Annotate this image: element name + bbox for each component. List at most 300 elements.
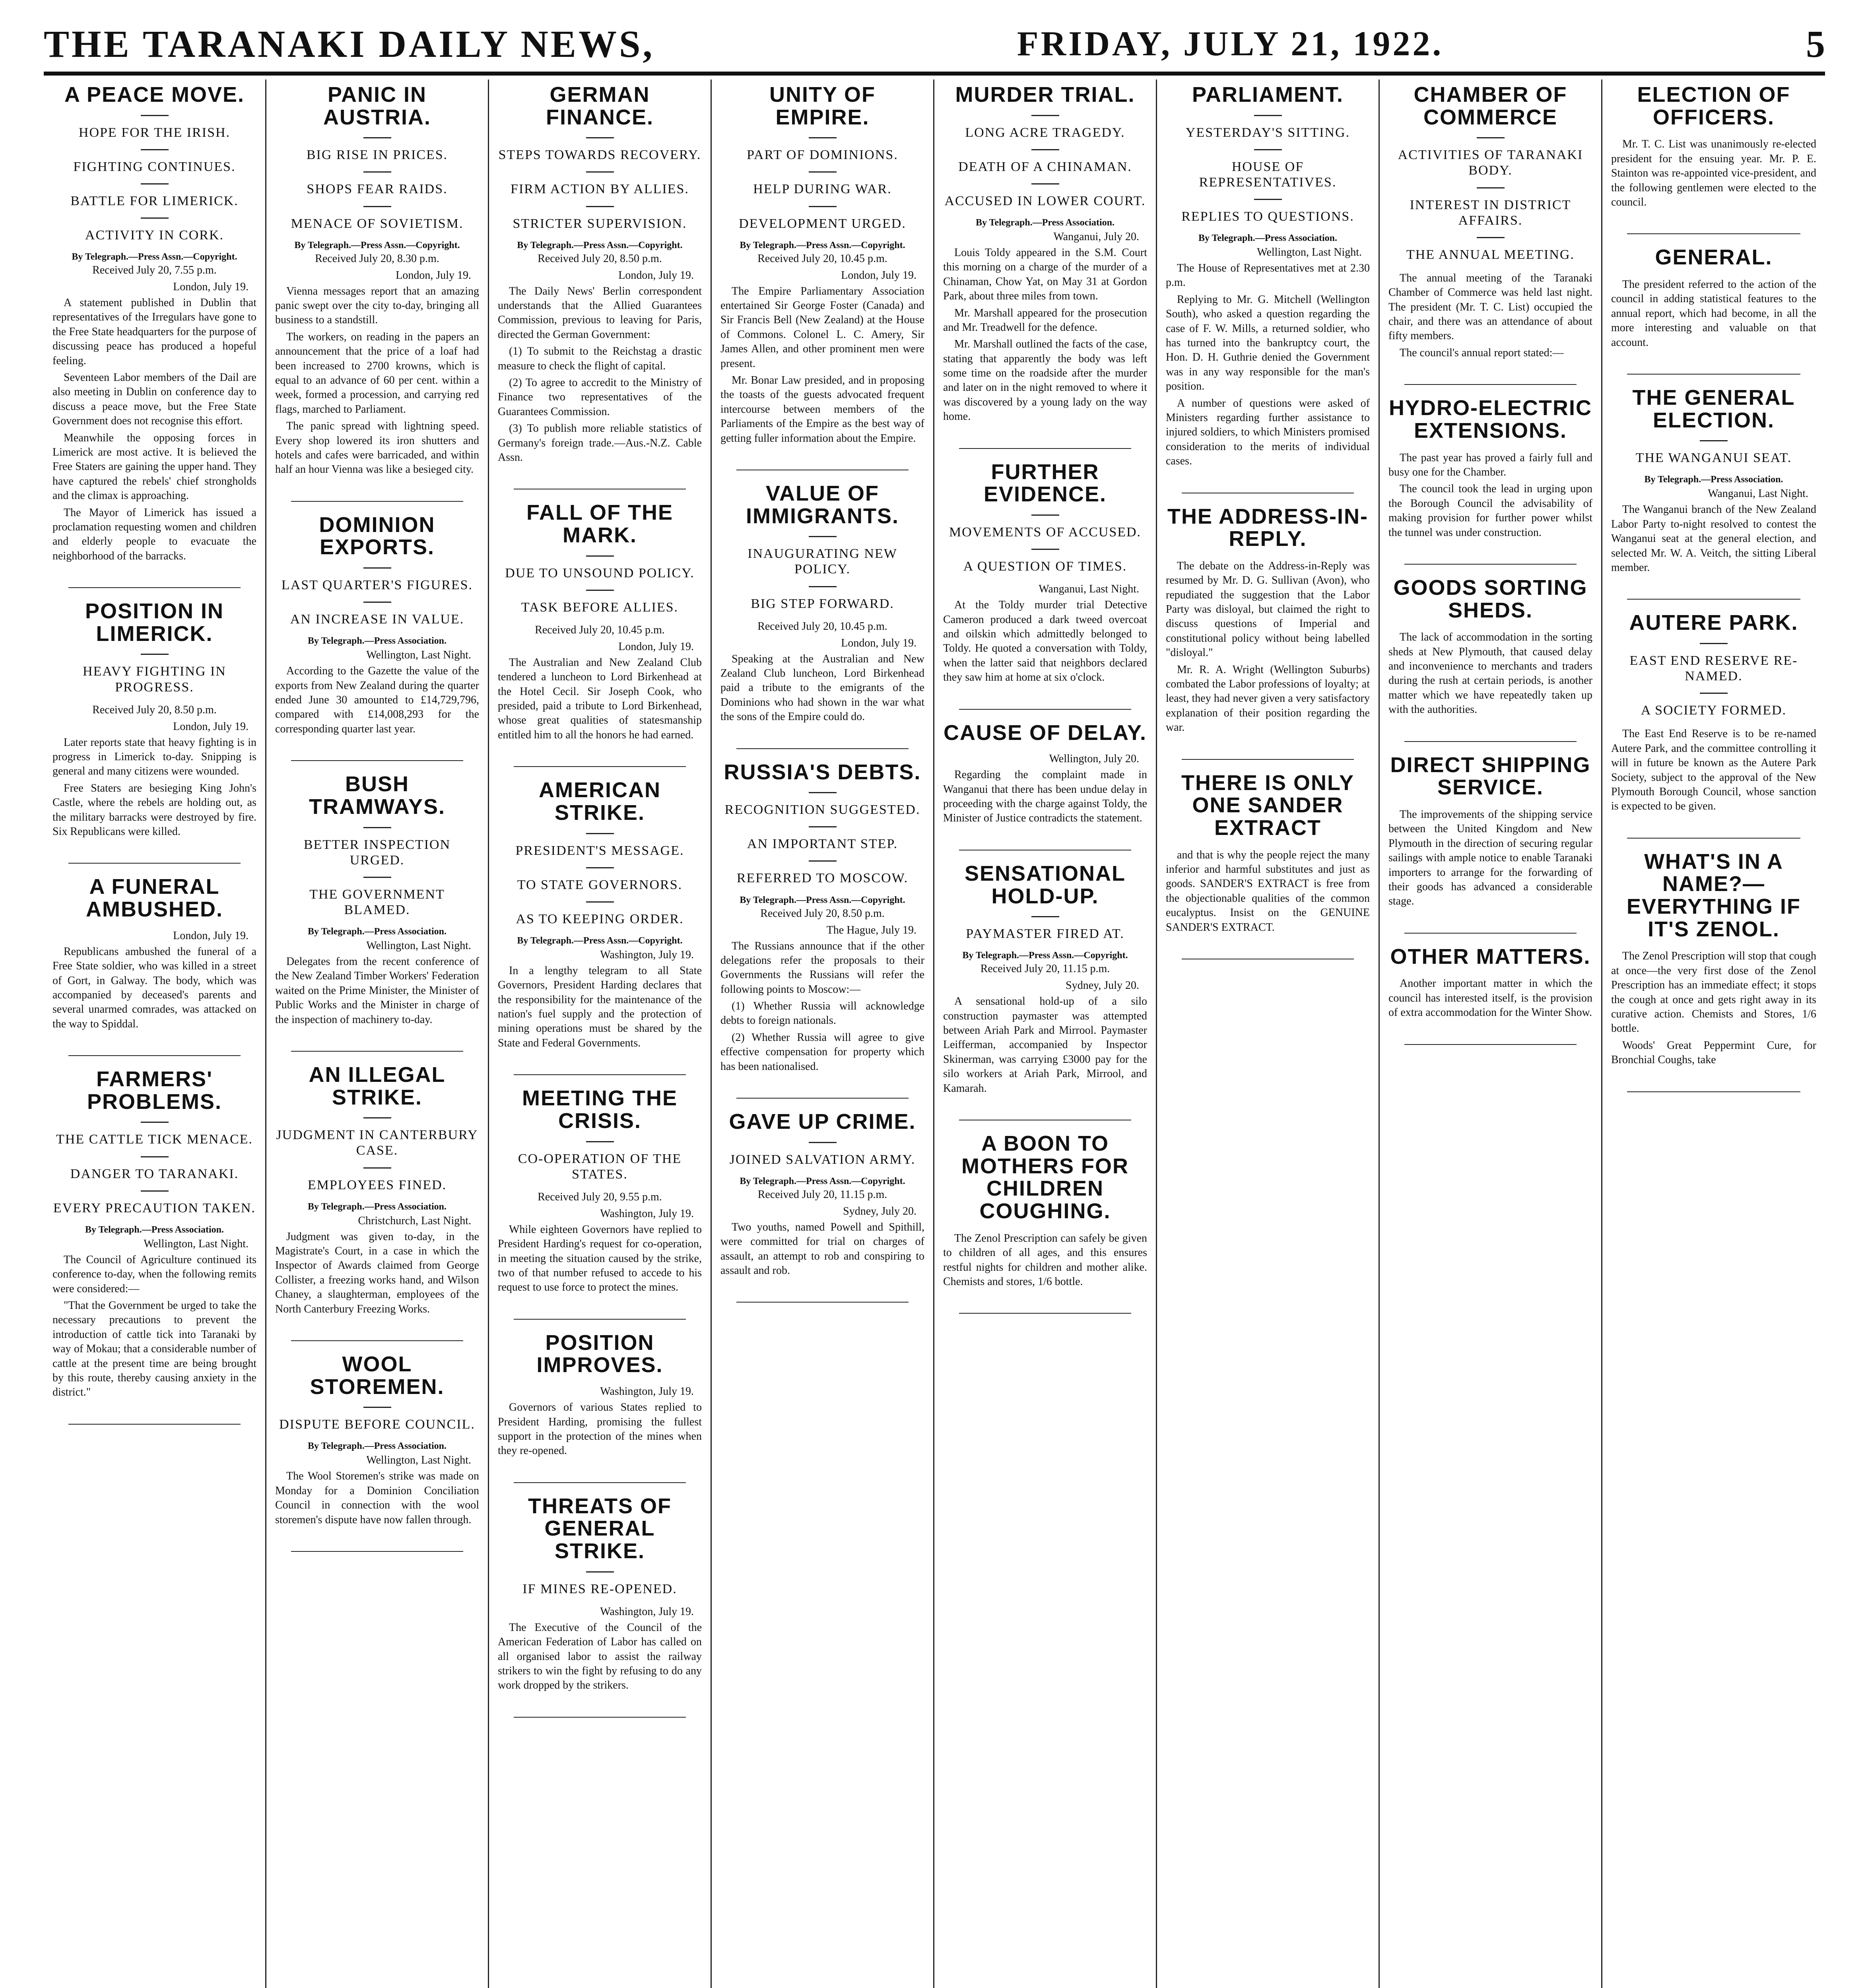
article [52,876,256,1031]
article-headline: POSITION IN LIMERICK. [85,599,224,646]
article-paragraph: The council took the lead in urging upon the Borough Council the advisability of making provision for further power whilst the tunnel was under construction. [1388,483,1592,539]
article-subheadline: FIGHTING CONTINUES. [73,159,236,174]
article-dateline: Wanganui, July 20. [1053,230,1139,243]
article-subheadline: DISPUTE BEFORE COUNCIL. [279,1417,475,1432]
article-paragraph: (2) To agree to accredit to the Ministry of Finance two representatives of the Guarantees Commission. [498,377,702,418]
article-byline: By Telegraph.—Press Assn.—Copyright. [740,895,905,905]
article-headline: CAUSE OF DELAY. [943,720,1147,745]
article-headline: PARLIAMENT. [1192,83,1344,107]
article-paragraph: The Mayor of Limerick has issued a proclamation requesting women and children and elderly people to evacuate the neighborhood of the barracks. [52,506,256,562]
divider-rule [1031,115,1059,116]
article-dateline: Wanganui, Last Night. [1708,487,1808,500]
article-paragraph: The lack of accommodation in the sorting sheds at New Plymouth, that caused delay and inconvenience to merchants and traders during the rush at certain periods, is another matter which we have repeatedly taken up with the authorities. [1388,631,1592,716]
article-separator [1627,599,1800,600]
article-subheadline: DEATH OF A CHINAMAN. [958,159,1132,174]
article-separator [514,1717,686,1718]
article-headline: FURTHER EVIDENCE. [983,460,1107,507]
divider-rule [586,1141,614,1142]
article-separator [68,1055,241,1056]
article [498,1332,702,1458]
divider-rule [1700,693,1728,694]
received-time: Received July 20, 8.30 p.m. [315,252,439,265]
article-subheadline: HEAVY FIGHTING IN PROGRESS. [83,664,226,695]
article-dateline: London, July 19. [173,720,249,733]
divider-rule [809,792,837,793]
article [1611,83,1816,210]
article-paragraph: The improvements of the shipping service between the United Kingdom and New Plymouth in the direction of securing regular sailings with ample notice to enable Taranaki importers to arrange for the forwarding of their goods has advanced a considerable stage. [1388,808,1592,908]
divider-rule [1031,916,1059,917]
divider-rule [1700,643,1728,644]
divider-rule [586,1571,614,1573]
article-headline: A PEACE MOVE. [64,83,245,107]
divider-rule [809,860,837,862]
article-dateline: Wellington, Last Night. [1257,246,1362,259]
article-subheadline: DEVELOPMENT URGED. [739,216,906,231]
article-paragraph: Republicans ambushed the funeral of a Free State soldier, who was killed in a street of Gort, in Galway. The body, which was accompanied by deceased's parents and several unarmed comrades, was attacked on the way to Spiddal. [52,945,256,1030]
article-paragraph: Seventeen Labor members of the Dail are also meeting in Dublin on conference day to discuss a peace move, but the Free State Government does not recognise this effort. [52,371,256,427]
divider-rule [1254,115,1282,116]
article-headline: DOMINION EXPORTS. [319,513,435,559]
article-byline: By Telegraph.—Press Association. [976,217,1115,228]
news-column [44,80,266,1988]
article-headline: CHAMBER OF COMMERCE [1414,83,1567,129]
article-separator [68,1424,241,1425]
article-subheadline: REPLIES TO QUESTIONS. [1181,209,1354,224]
article-paragraph: Replying to Mr. G. Mitchell (Wellington South), who asked a question regarding the case of F. W. Mills, a returned soldier, who has turned into the bankruptcy court, the Hon. D. H. Guthrie denied the Government was in any way responsible for the man's position. [1166,293,1370,393]
divider-rule [809,137,837,138]
article-headline: VALUE OF IMMIGRANTS. [746,481,899,528]
divider-rule [363,1167,391,1169]
article [943,862,1147,1096]
article-subheadline: PART OF DOMINIONS. [747,148,898,163]
article [1611,612,1816,813]
divider-rule [1031,183,1059,184]
article-paragraph: The Zenol Prescription will stop that cough at once—the very first dose of the Zenol Prescription has an immediate effect; it stops the cough at once and gets right away in its curative action. Chemists and Stores, 1/6 bottle. [1611,950,1816,1035]
article-headline: RUSSIA'S DEBTS. [724,760,921,784]
article-paragraph: The Daily News' Berlin correspondent understands that the Allied Guarantees Commission, previous to leaving for Paris, directed the German Government: [498,285,702,341]
article-dateline: The Hague, July 19. [826,924,916,936]
article-headline: A BOON TO MOTHERS FOR CHILDREN COUGHING. [961,1132,1129,1223]
received-time: Received July 20, 10.45 p.m. [757,252,887,265]
divider-rule [809,536,837,537]
article-paragraph: Speaking at the Australian and New Zealand Club luncheon, Lord Birkenhead paid a tribute to the emigrants of the Dominions who had shown in the war what the sons of the Empire could do. [720,652,924,723]
article-separator [291,1051,463,1052]
article-paragraph: Meanwhile the opposing forces in Limerick are most active. It is believed the Free Staters are gaining the upper hand. They have captured the rebels' chief strongholds and the climax is approaching. [52,431,256,502]
article-subheadline: DUE TO UNSOUND POLICY. [505,565,695,580]
article-headline: OTHER MATTERS. [1390,944,1591,969]
article-byline: By Telegraph.—Press Assn.—Copyright. [517,240,683,250]
article-subheadline: ACTIVITIES OF TARANAKI BODY. [1398,148,1583,178]
article [720,761,924,1074]
article-subheadline: TO STATE GOVERNORS. [517,877,683,892]
article [1166,772,1370,935]
article-separator [68,587,241,588]
article-byline: By Telegraph.—Press Assn.—Copyright. [517,935,683,946]
article-paragraph: "That the Government be urged to take the necessary precautions to prevent the introduction of cattle tick into Taranaki by way of Mokau; that a considerable number of cattle at the present time are being brought by this route, thereby causing anxiety in the district." [52,1299,256,1399]
article [275,1353,479,1527]
article-subheadline: INTEREST IN DISTRICT AFFAIRS. [1410,197,1571,228]
divider-rule [809,826,837,827]
article-dateline: Wanganui, Last Night. [1039,583,1139,596]
article-dateline: London, July 19. [173,929,249,942]
divider-rule [1254,149,1282,150]
article [943,461,1147,685]
article-headline: A FUNERAL AMBUSHED. [85,875,223,922]
article [498,779,702,1050]
article-dateline: Sydney, July 20. [1066,979,1139,992]
article-subheadline: STRICTER SUPERVISION. [513,216,687,231]
article-subheadline: BIG STEP FORWARD. [751,596,894,611]
article-paragraph: (2) Whether Russia will agree to give effective compensation for property which has been nationalised. [720,1031,924,1073]
article-subheadline: INAUGURATING NEW POLICY. [748,546,897,577]
article-headline: AUTERE PARK. [1629,611,1798,635]
article-subheadline: YESTERDAY'S SITTING. [1185,125,1350,140]
article-separator [291,1551,463,1552]
news-column [712,80,934,1988]
article-separator [959,448,1131,449]
article-headline: GENERAL. [1655,245,1773,270]
article-paragraph: Louis Toldy appeared in the S.M. Court this morning on a charge of the murder of a Chinaman, Chow Yat, on May 31 at Gordon Park, about three miles from town. [943,246,1147,303]
newspaper-title: THE TARANAKI DAILY NEWS, [44,22,655,65]
article-paragraph: The annual meeting of the Taranaki Chamber of Commerce was held last night. The president (Mr. T. C. List) occupied the chair, and there was an attendance of about fifty members. [1388,272,1592,342]
masthead [44,16,1825,76]
article-dateline: London, July 19. [841,269,916,282]
divider-rule [1031,149,1059,150]
article-paragraph: The House of Representatives met at 2.30 p.m. [1166,262,1370,289]
article [943,722,1147,826]
article-paragraph: The Empire Parliamentary Association entertained Sir George Foster (Canada) and Sir Francis Bell (New Zealand) at the House of Commons. Colonel L. C. Amery, Sir James Allen, and other prominent men were present. [720,285,924,370]
article-separator [514,1074,686,1075]
article [1611,246,1816,350]
news-column [489,80,712,1988]
divider-rule [586,590,614,591]
article-subheadline: PAYMASTER FIRED AT. [966,926,1124,942]
article-subheadline: MOVEMENTS OF ACCUSED. [949,525,1142,540]
article-paragraph: (1) Whether Russia will acknowledge debts to foreign nationals. [720,1000,924,1027]
article-paragraph: Mr. Bonar Law presided, and in proposing the toasts of the guests advocated frequent intercourse between members of the Parliaments of the Empire as the best way of getting fuller information about the Empire. [720,374,924,445]
received-time: Received July 20, 8.50 p.m. [538,252,662,265]
article-separator [1404,741,1577,742]
received-time: Received July 20, 11.15 p.m. [980,963,1110,975]
article-paragraph: Another important matter in which the council has interested itself, is the provision of extra accommodation for the Winter Show. [1388,977,1592,1019]
article-separator [736,1302,909,1303]
article-paragraph: The Executive of the Council of the American Federation of Labor has called on all organised labor to assist the railway strikers to win the fight by refusing to do any work dropped by the strikers. [498,1621,702,1692]
received-time: Received July 20, 8.50 p.m. [92,703,217,716]
article [498,501,702,742]
divider-rule [1031,549,1059,550]
article-headline: MURDER TRIAL. [955,83,1135,107]
article-headline: BUSH TRAMWAYS. [309,772,446,819]
article-paragraph: At the Toldy murder trial Detective Cameron produced a dark tweed overcoat and oilskin which admittedly belonged to Toldy. He quoted a conversation with Toldy, when the latter said that neighbors declared they saw him at home at six o'clock. [943,599,1147,684]
article-paragraph: The Russians announce that if the other delegations refer the proposals to their Governments the Russians will refer the following points to Moscow:— [720,940,924,996]
article-subheadline: ACCUSED IN LOWER COURT. [944,193,1146,208]
article-paragraph: (3) To publish more reliable statistics of Germany's foreign trade.—Aus.-N.Z. Cable Assn. [498,422,702,464]
article-paragraph: According to the Gazette the value of the exports from New Zealand during the quarter ended June 30 amounted to £14,729,796, compared with £14,008,293 for the corresponding quarter last year. [275,665,479,735]
article-paragraph: The panic spread with lightning speed. Every shop lowered its iron shutters and hotels and cafes were barricaded, and within half an hour Vienna was like a besieged city. [275,420,479,476]
article-paragraph: (1) To submit to the Reichstag a drastic measure to check the flight of capital. [498,345,702,372]
article-separator [514,1319,686,1320]
article [1388,397,1592,540]
article-subheadline: HOUSE OF REPRESENTATIVES. [1199,159,1337,190]
article [1388,577,1592,717]
article [720,1110,924,1278]
article-subheadline: ACTIVITY IN CORK. [85,227,224,243]
article-subheadline: PRESIDENT'S MESSAGE. [515,843,684,858]
divider-rule [141,1156,169,1157]
article-separator [1627,233,1800,234]
divider-rule [809,171,837,173]
article-subheadline: SHOPS FEAR RAIDS. [307,182,448,197]
article-paragraph: Regarding the complaint made in Wanganui that there has been undue delay in proceeding with the charge against Toldy, the Minister of Justice contradicts the statement. [943,769,1147,825]
divider-rule [363,1407,391,1408]
article-separator [1404,933,1577,934]
received-time: Received July 20, 8.50 p.m. [760,907,885,920]
article-subheadline: THE ANNUAL MEETING. [1406,247,1575,262]
article-paragraph: While eighteen Governors have replied to President Harding's request for co-operation, in meeting the situation caused by the strike, two of that number refused to accede to his request to use force to protect the mines. [498,1223,702,1294]
article-subheadline: TASK BEFORE ALLIES. [521,600,679,615]
divider-rule [809,586,837,587]
article-subheadline: JOINED SALVATION ARMY. [729,1152,916,1167]
article-subheadline: THE GOVERNMENT BLAMED. [309,887,445,917]
article-byline: By Telegraph.—Press Assn.—Copyright. [740,1176,905,1186]
article-paragraph: A statement published in Dublin that representatives of the Irregulars have gone to the Free State headquarters for the purpose of discussing peace has produced a hopeful feeling. [52,297,256,367]
article-dateline: Wellington, Last Night. [366,940,471,952]
divider-rule [363,1117,391,1118]
article-paragraph: Later reports state that heavy fighting is in progress in Limerick to-day. Snipping is general and many citizens were wounded. [52,736,256,778]
received-time: Received July 20, 9.55 p.m. [538,1190,662,1203]
article-headline: SENSATIONAL HOLD-UP. [964,861,1126,908]
article-paragraph: The workers, on reading in the papers an announcement that the price of a loaf had been increased to 2700 krowns, which is equal to an advance of 60 per cent. within a week, formed a procession, and carrying red flags, marched to Parliament. [275,330,479,415]
article-paragraph: Free Staters are besieging King John's Castle, where the rebels are holding out, as the military barracks were destroyed by fire. Six Republicans were killed. [52,782,256,838]
article-headline: PANIC IN AUSTRIA. [323,83,431,129]
divider-rule [363,567,391,569]
article [52,83,256,563]
article-headline: MEETING THE CRISIS. [522,1086,678,1133]
article-headline: AN ILLEGAL STRIKE. [309,1062,446,1109]
article [498,1495,702,1693]
article-paragraph: Mr. T. C. List was unanimously re-elected president for the ensuing year. Mr. P. E. Stainton was re-appointed vice-president, and the following gentlemen were elected to the council. [1611,138,1816,208]
article-dateline: Washington, July 19. [600,1605,694,1618]
article-byline: By Telegraph.—Press Association. [308,636,447,646]
divider-rule [1477,137,1505,138]
divider-rule [1477,237,1505,238]
article-headline: GERMAN FINANCE. [546,83,654,129]
article [1611,850,1816,1068]
article-dateline: London, July 19. [173,281,249,293]
article-headline: THERE IS ONLY ONE SANDER EXTRACT [1181,771,1355,840]
divider-rule [141,115,169,116]
article-paragraph: The debate on the Address-in-Reply was resumed by Mr. D. G. Sullivan (Avon), who repudiated the suggestion that the Labor Party was disloyal, but claimed the right to discuss questions of Imperial and constitutional policy without being labelled "disloyal." [1166,559,1370,659]
received-time: Received July 20, 10.45 p.m. [757,620,887,633]
article-subheadline: THE CATTLE TICK MENACE. [56,1132,253,1147]
article-paragraph: The East End Reserve is to be re-named Autere Park, and the committee controlling it will in future be known as the Autere Park Society, subject to the approval of the New Plymouth Borough Council, whose sanction is expected to be given. [1611,728,1816,813]
article-subheadline: EVERY PRECAUTION TAKEN. [53,1200,256,1215]
article-headline: FALL OF THE MARK. [526,501,673,547]
divider-rule [363,877,391,878]
article-byline: By Telegraph.—Press Association. [85,1224,224,1235]
divider-rule [1031,514,1059,516]
divider-rule [363,206,391,207]
article-byline: By Telegraph.—Press Assn.—Copyright. [740,240,905,250]
received-time: Received July 20, 10.45 p.m. [535,623,665,636]
article-separator [959,709,1131,710]
article-separator [736,1098,909,1099]
article-dateline: Wellington, Last Night. [144,1237,249,1250]
news-column [934,80,1157,1988]
article-subheadline: LONG ACRE TRAGEDY. [965,125,1125,140]
article-separator [1404,1044,1577,1045]
article-subheadline: STEPS TOWARDS RECOVERY. [498,148,701,163]
article-separator [959,1313,1131,1314]
article [52,1068,256,1400]
received-time: Received July 20, 11.15 p.m. [757,1188,887,1201]
article [1166,83,1370,469]
article-subheadline: BETTER INSPECTION URGED. [303,837,451,868]
article-paragraph: and that is why the people reject the many inferior and harmful substitutes and just as goods. SANDER'S EXTRACT is free from the objectionable qualities of the common eucalyptus. Insist on the GENUINE SANDER'S EXTRACT. [1166,848,1370,934]
article-dateline: London, July 19. [841,637,916,649]
article-paragraph: Mr. Marshall outlined the facts of the case, stating that apparently the body was left some time on the roadside after the murder and later on in the night removed to where it was discovered by a young lady on the way home. [943,338,1147,423]
news-column [1380,80,1602,1988]
article [943,1132,1147,1289]
article-headline: GAVE UP CRIME. [729,1110,916,1134]
article-paragraph: The president referred to the action of the council in adding statistical features to the annual report, which had become, in all the more interesting and valuable on that account. [1611,278,1816,349]
divider-rule [363,827,391,828]
issue-date: FRIDAY, JULY 21, 1922. [1017,24,1444,63]
article-paragraph: The Zenol Prescription can safely be given to children of all ages, and this ensures restful nights for children and mother alike. Chemists and stores, 1/6 bottle. [943,1232,1147,1288]
article-dateline: Wellington, July 20. [1049,753,1139,765]
article-dateline: Sydney, July 20. [843,1205,916,1217]
divider-rule [363,137,391,138]
article-subheadline: EMPLOYEES FINED. [307,1177,447,1192]
article-headline: WHAT'S IN A NAME?—EVERYTHING IF IT'S ZENOL. [1626,849,1801,941]
article-paragraph: Mr. Marshall appeared for the prosecution and Mr. Treadwell for the defence. [943,307,1147,334]
article-headline: FARMERS' PROBLEMS. [87,1067,222,1114]
article [52,600,256,839]
article-paragraph: Two youths, named Powell and Spithill, were committed for trial on charges of assault, an attempt to rob and conspiring to assault and rob. [720,1221,924,1277]
article-byline: By Telegraph.—Press Association. [308,1201,447,1212]
article-separator [68,863,241,864]
article [1388,945,1592,1020]
article-dateline: Washington, July 19. [600,1207,694,1220]
article-separator [291,760,463,761]
article-subheadline: A SOCIETY FORMED. [1641,703,1787,718]
article-paragraph: Governors of various States replied to President Harding, promising the fullest support in the protection of the mines when they re-opened. [498,1401,702,1457]
article-separator [291,1340,463,1341]
divider-rule [586,206,614,207]
article [275,1064,479,1316]
divider-rule [809,1142,837,1143]
article-subheadline: BIG RISE IN PRICES. [306,148,448,163]
article [1611,386,1816,575]
article-subheadline: AS TO KEEPING ORDER. [516,911,684,926]
article-dateline: Wellington, Last Night. [366,1454,471,1467]
article-paragraph: Woods' Great Peppermint Cure, for Bronchial Coughs, take [1611,1039,1816,1066]
article-subheadline: EAST END RESERVE RE-NAMED. [1629,653,1798,684]
article [275,514,479,737]
article-separator [1404,384,1577,385]
divider-rule [363,602,391,603]
article-separator [1627,374,1800,375]
divider-rule [586,901,614,903]
divider-rule [363,171,391,173]
article [1388,83,1592,360]
divider-rule [141,183,169,184]
divider-rule [1254,199,1282,200]
article-subheadline: AN INCREASE IN VALUE. [290,612,464,627]
article-paragraph: The Australian and New Zealand Club tendered a luncheon to Lord Birkenhead at the Hotel Cecil. Sir Joseph Cook, who presided, paid a tribute to Lord Birkenhead, whose great qualities of statesmanship entitled him to all the honors he had earned. [498,656,702,741]
article-dateline: Wellington, Last Night. [366,649,471,662]
article-separator [514,766,686,767]
article-headline: AMERICAN STRIKE. [539,778,661,825]
article-subheadline: CO-OPERATION OF THE STATES. [518,1151,682,1182]
article-subheadline: REFERRED TO MOSCOW. [736,871,909,886]
article-subheadline: JUDGMENT IN CANTERBURY CASE. [276,1128,478,1158]
article-subheadline: THE WANGANUI SEAT. [1635,450,1792,466]
article [498,83,702,465]
article-subheadline: RECOGNITION SUGGESTED. [724,802,920,817]
article-byline: By Telegraph.—Press Association. [1198,233,1337,244]
article-dateline: Christchurch, Last Night. [358,1214,471,1227]
article [943,83,1147,424]
article-separator [514,1482,686,1483]
divider-rule [141,149,169,150]
article-subheadline: DANGER TO TARANAKI. [70,1166,239,1181]
article [275,773,479,1027]
divider-rule [141,217,169,219]
article [1166,505,1370,735]
divider-rule [1477,187,1505,188]
news-columns [44,80,1825,1988]
article-headline: UNITY OF EMPIRE. [769,83,876,129]
article-headline: HYDRO-ELECTRIC EXTENSIONS. [1389,396,1592,443]
article-subheadline: MENACE OF SOVIETISM. [291,216,464,231]
article-headline: WOOL STOREMEN. [310,1352,445,1399]
article-paragraph: A sensational hold-up of a silo construction paymaster was attempted between Ariah Park and Mirrool. Paymaster Leifferman, accompanied by Inspector Skinerman, was carrying £3000 pay for the silo workers at Ariah Park, Mirrool, and Kamarah. [943,995,1147,1095]
article-separator [736,748,909,749]
page-number: 5 [1806,22,1825,65]
article-paragraph: The Council of Agriculture continued its conference to-day, when the following remits were considered:— [52,1253,256,1295]
article-headline: THE GENERAL ELECTION. [1632,385,1795,432]
article-byline: By Telegraph.—Press Assn.—Copyright. [962,950,1128,961]
article-byline: By Telegraph.—Press Association. [308,1441,447,1452]
article-separator [1182,759,1354,760]
divider-rule [586,171,614,173]
article-subheadline: IF MINES RE-OPENED. [522,1581,677,1596]
divider-rule [141,1122,169,1123]
divider-rule [141,1190,169,1192]
article [720,482,924,724]
news-column [1602,80,1825,1988]
article-dateline: Washington, July 19. [600,948,694,961]
article [498,1087,702,1295]
article-byline: By Telegraph.—Press Assn.—Copyright. [294,240,460,250]
article-headline: ELECTION OF OFFICERS. [1637,83,1790,129]
divider-rule [586,137,614,138]
article-subheadline: HOPE FOR THE IRISH. [78,125,231,140]
article-headline: POSITION IMPROVES. [536,1330,663,1377]
article-subheadline: BATTLE FOR LIMERICK. [70,193,239,208]
divider-rule [809,206,837,207]
article-subheadline: A QUESTION OF TIMES. [963,559,1127,574]
news-column [266,80,489,1988]
news-column [1157,80,1380,1988]
article-separator [1627,838,1800,839]
divider-rule [586,867,614,868]
article-paragraph: In a lengthy telegram to all State Governors, President Harding declares that the responsibility for the maintenance of the nation's fuel supply and the protection of mining operations must be shared by the State and Federal Governments. [498,964,702,1049]
divider-rule [1700,440,1728,441]
article-paragraph: The Wanganui branch of the New Zealand Labor Party to-night resolved to contest the Wanganui seat at the general election, and selected Mr. W. A. Veitch, the sitting Liberal member. [1611,503,1816,574]
article [720,83,924,446]
